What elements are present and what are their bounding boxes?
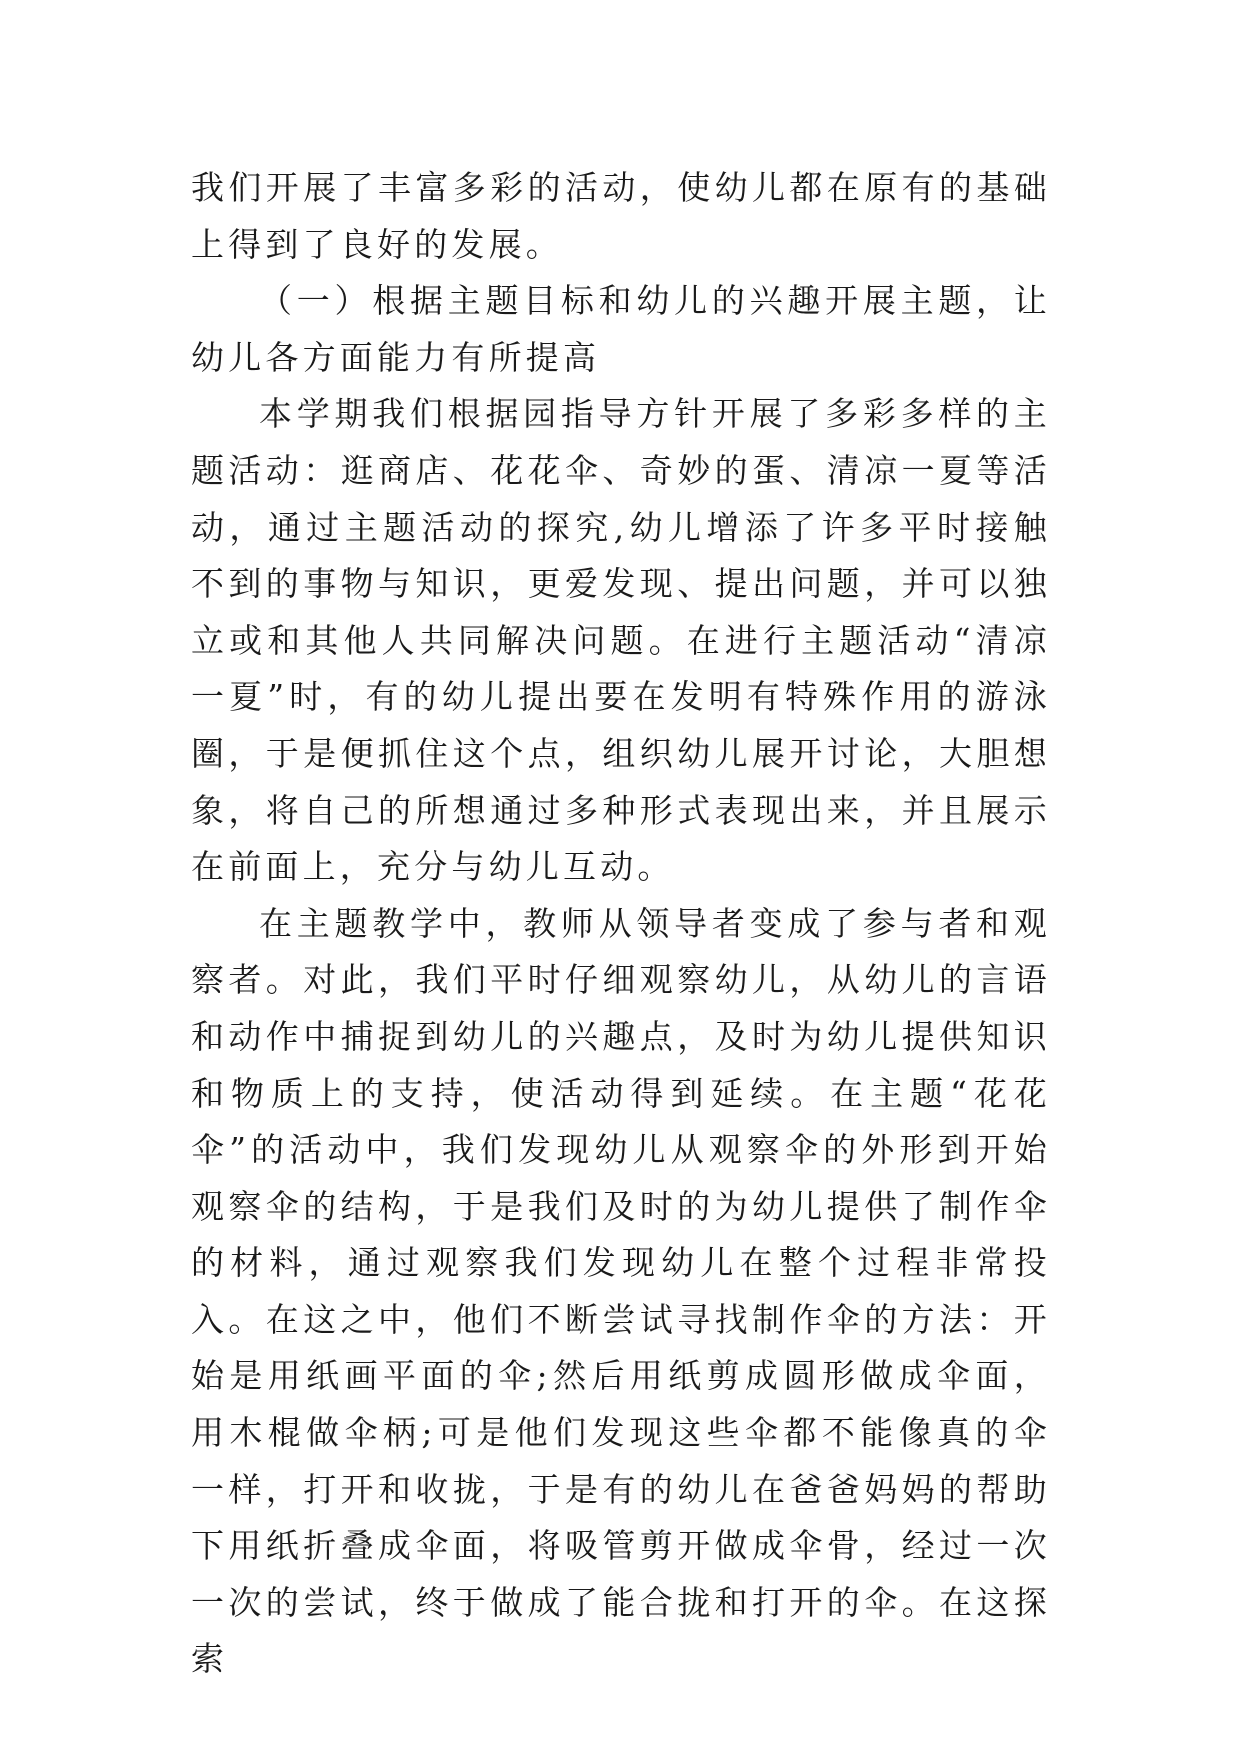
- paragraph-theme-teaching: 在主题教学中，教师从领导者变成了参与者和观察者。对此，我们平时仔细观察幼儿，从幼儿的言语和动作中捕捉到幼儿的兴趣点，及时为幼儿提供知识和物质上的支持，使活动得到延续。在主题“花花伞”的活动中，我们发现幼儿从观察伞的外形到开始观察伞的结构，于是我们及时的为幼儿提供了制作伞的材料，通过观察我们发现幼儿在整个过程非常投入。在这之中，他们不断尝试寻找制作伞的方法：开始是用纸画平面的伞;然后用纸剪成圆形做成伞面，用木棍做伞柄;可是他们发现这些伞都不能像真的伞一样，打开和收拢，于是有的幼儿在爸爸妈妈的帮助下用纸折叠成伞面，将吸管剪开做成伞骨，经过一次一次的尝试，终于做成了能合拢和打开的伞。在这探索: [191, 903, 1051, 1679]
- paragraph-theme-activities: 本学期我们根据园指导方针开展了多彩多样的主题活动：逛商店、花花伞、奇妙的蛋、清凉一夏等活动，通过主题活动的探究,幼儿增添了许多平时接触不到的事物与知识，更爱发现、提出问题，并可以独立或和其他人共同解决问题。在进行主题活动“清凉一夏”时，有的幼儿提出要在发明有特殊作用的游泳圈，于是便抓住这个点，组织幼儿展开讨论，大胆想象，将自己的所想通过多种形式表现出来，并且展示在前面上，充分与幼儿互动。: [191, 394, 1051, 887]
- section-heading-1: （一）根据主题目标和幼儿的兴趣开展主题，让幼儿各方面能力有所提高: [191, 281, 1051, 377]
- document-body: [191, 160, 1051, 1688]
- paragraph-intro-continuation: 我们开展了丰富多彩的活动，使幼儿都在原有的基础上得到了良好的发展。: [191, 168, 1051, 264]
